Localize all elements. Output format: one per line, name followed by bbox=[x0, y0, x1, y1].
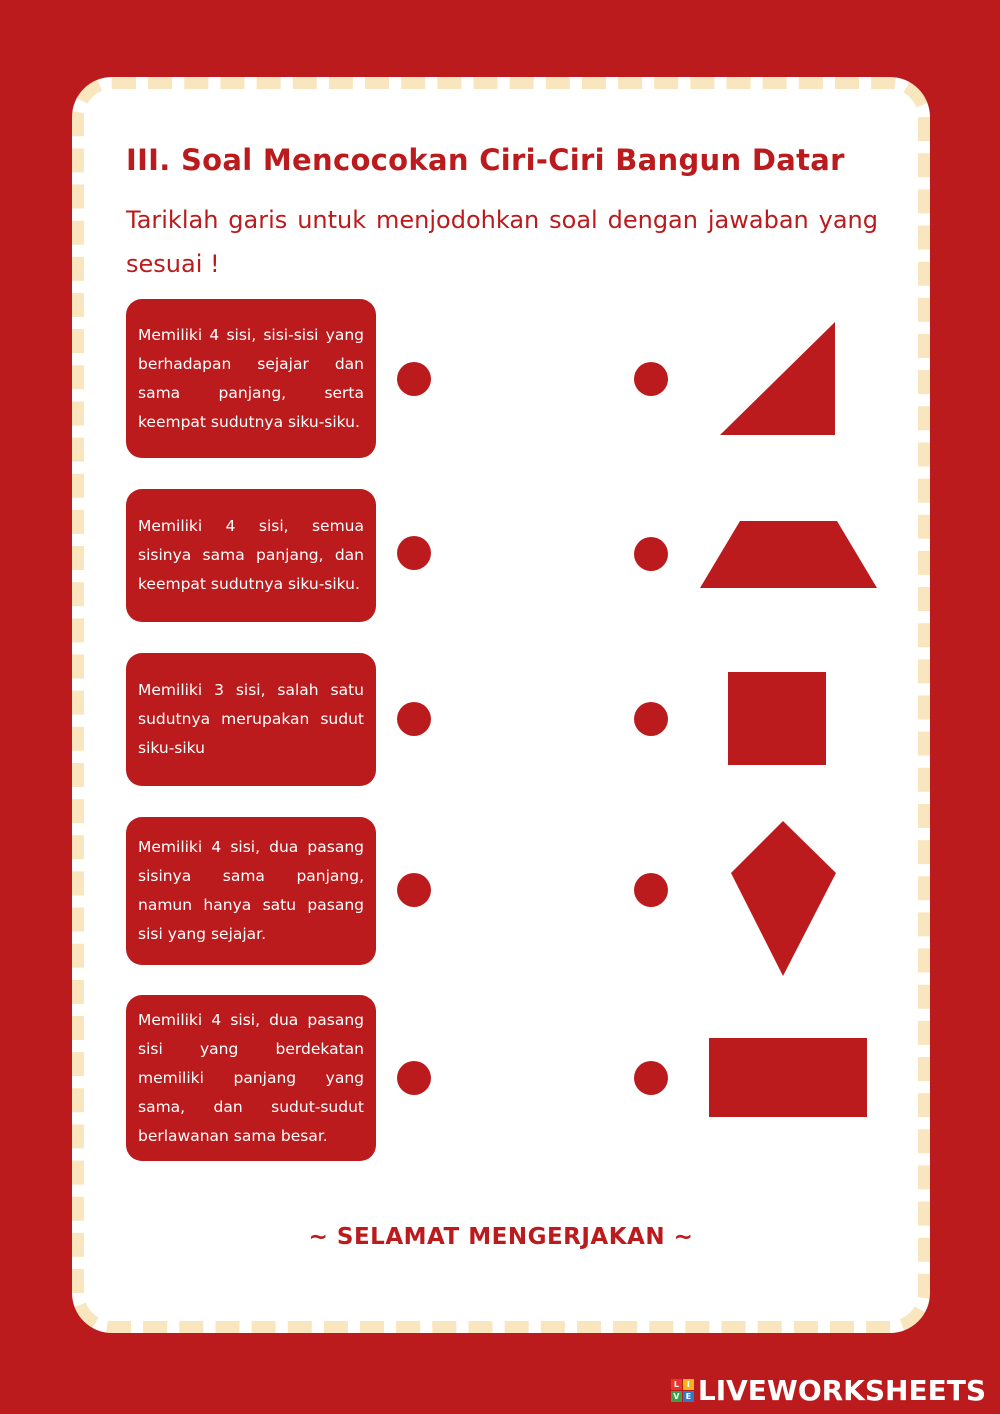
answer-dot-5[interactable] bbox=[634, 1061, 668, 1095]
square-shape bbox=[728, 672, 827, 766]
question-dot-5[interactable] bbox=[397, 1061, 431, 1095]
brand-name: LIVEWORKSHEETS bbox=[697, 1374, 986, 1407]
question-box-4 bbox=[126, 817, 376, 965]
question-dot-4[interactable] bbox=[397, 873, 431, 907]
answer-dot-4[interactable] bbox=[634, 873, 668, 907]
closing-message: ~ SELAMAT MENGERJAKAN ~ bbox=[308, 1224, 694, 1250]
worksheet-title: III. Soal Mencocokan Ciri-Ciri Bangun Datar bbox=[126, 143, 845, 177]
rectangle-shape bbox=[709, 1038, 868, 1118]
question-dot-2[interactable] bbox=[397, 536, 431, 570]
liveworksheets-brand bbox=[671, 1374, 986, 1407]
question-box-5 bbox=[126, 995, 376, 1161]
answer-dot-3[interactable] bbox=[634, 702, 668, 736]
question-text-4: Memiliki 4 sisi, dua pasang sisinya sama panjang, namun hanya satu pasang sisi yang sejajar. bbox=[138, 838, 364, 943]
answer-dot-1[interactable] bbox=[634, 362, 668, 396]
question-text-1: Memiliki 4 sisi, sisi-sisi yang berhadapan sejajar dan sama panjang, serta keempat sudutnya siku-siku. bbox=[138, 325, 364, 431]
question-text-3: Memiliki 3 sisi, salah satu sudutnya merupakan sudut siku-siku bbox=[138, 681, 364, 757]
question-box-1 bbox=[126, 299, 376, 458]
question-dot-3[interactable] bbox=[397, 702, 431, 736]
trapezoid-shape bbox=[700, 521, 878, 589]
liveworksheets-logo-icon: L I V E bbox=[671, 1379, 694, 1402]
worksheet-instruction: Tariklah garis untuk menjodohkan soal dengan jawaban yang sesuai ! bbox=[126, 206, 878, 278]
question-box-2 bbox=[126, 489, 376, 622]
question-box-3 bbox=[126, 653, 376, 786]
right-triangle-shape bbox=[720, 322, 836, 436]
answer-dot-2[interactable] bbox=[634, 537, 668, 571]
kite-shape bbox=[731, 821, 837, 977]
question-text-5: Memiliki 4 sisi, dua pasang sisi yang berdekatan memiliki panjang yang sama, dan sudut-sudut berlawanan sama besar. bbox=[138, 1010, 364, 1145]
question-dot-1[interactable] bbox=[397, 362, 431, 396]
question-text-2: Memiliki 4 sisi, semua sisinya sama panjang, dan keempat sudutnya siku-siku. bbox=[138, 517, 364, 593]
